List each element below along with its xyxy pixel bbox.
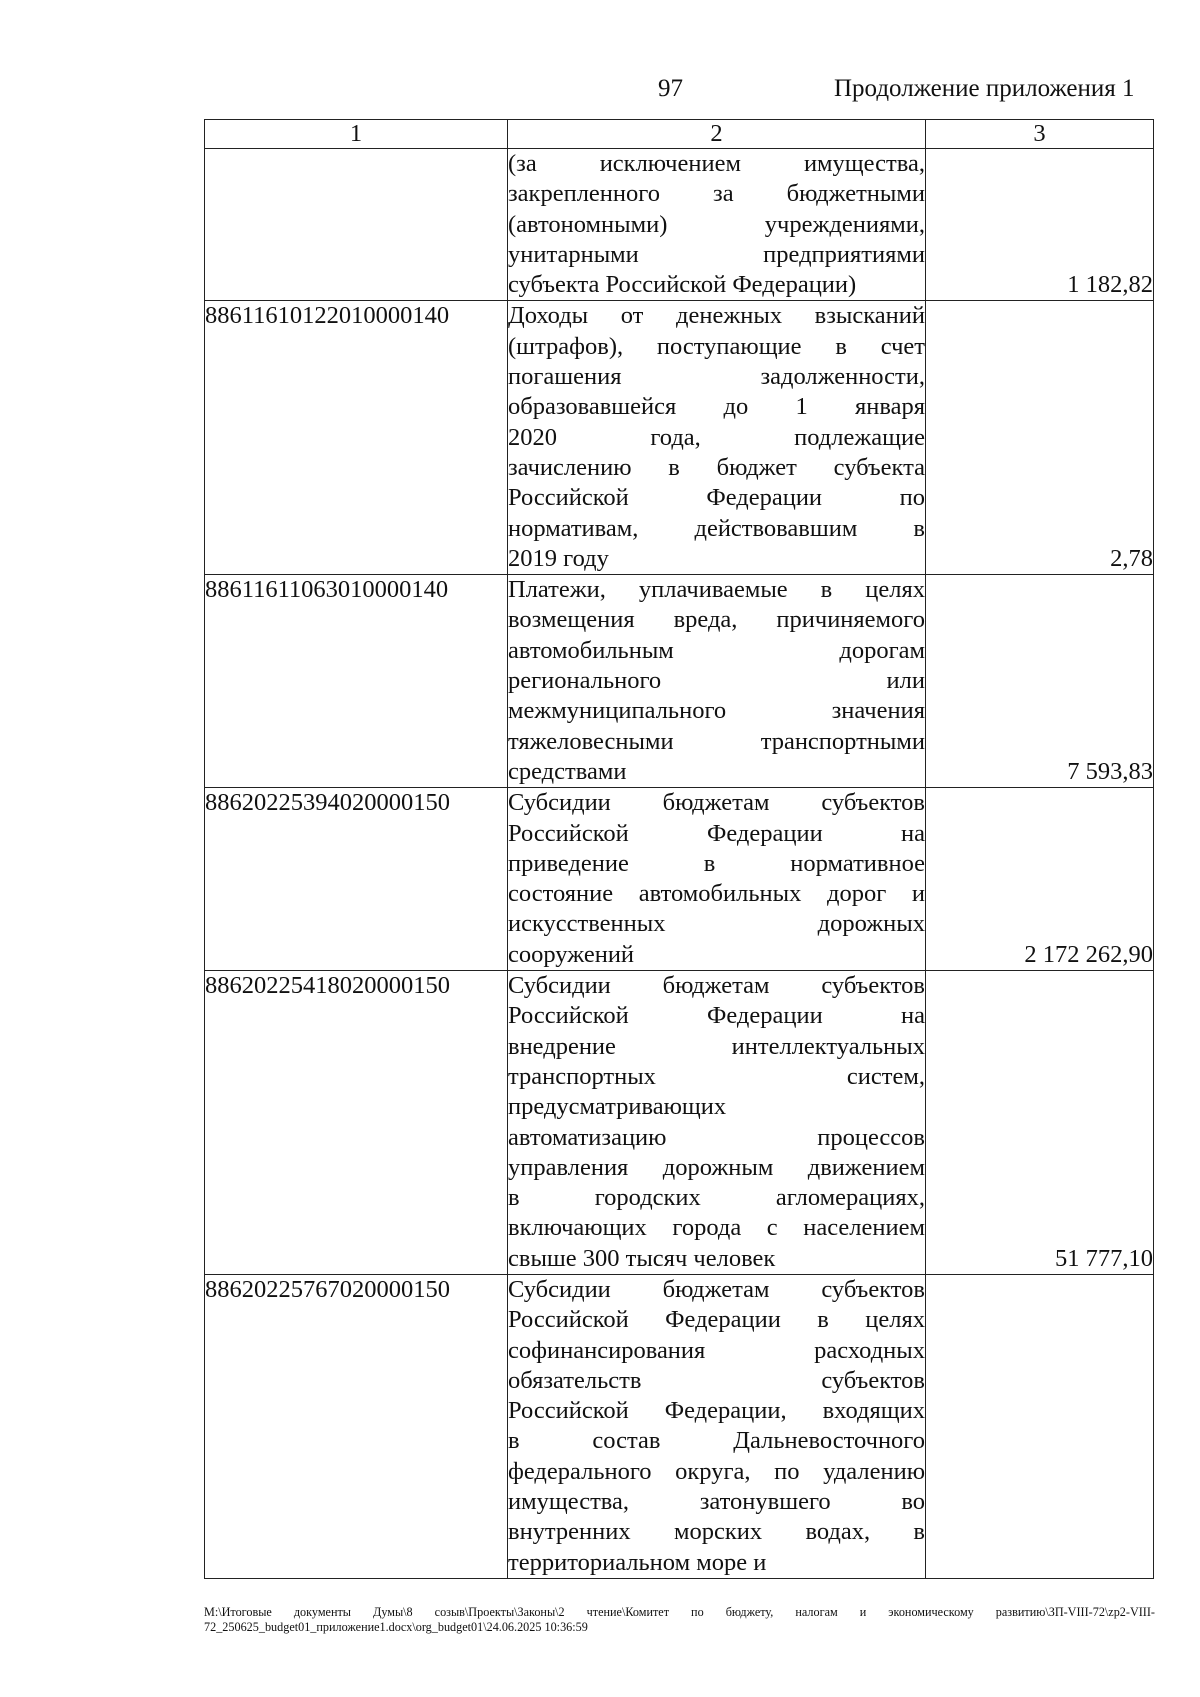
budget-code-cell: 88620225394020000150: [205, 788, 508, 971]
column-header-description: 2: [508, 120, 926, 149]
description-line: 2019 году: [508, 544, 609, 572]
description-line: Российской Федерации на: [508, 1002, 925, 1030]
description-line: Субсидии бюджетам субъектов: [508, 789, 925, 817]
description-line: Субсидии бюджетам субъектов: [508, 1275, 925, 1303]
table-row: [205, 971, 1154, 1275]
description-line: Субсидии бюджетам субъектов: [508, 972, 925, 1000]
description-line: сооружений: [508, 940, 635, 968]
description-line: образовавшейся до 1 января: [508, 393, 925, 421]
table-header-row: [205, 120, 1154, 149]
table-row: [205, 788, 1154, 971]
table-body: [205, 149, 1154, 1579]
description-line: нормативам, действовавшим в: [508, 514, 925, 542]
description-line: автоматизацию процессов: [508, 1123, 925, 1151]
amount-cell: 2 172 262,90: [926, 788, 1154, 971]
description-line: унитарными предприятиями: [508, 240, 925, 268]
budget-code-cell: 88620225767020000150: [205, 1274, 508, 1578]
description-line: Доходы от денежных взысканий: [508, 302, 925, 330]
description-line: внедрение интеллектуальных: [508, 1032, 925, 1060]
description-line: искусственных дорожных: [508, 910, 925, 938]
description-cell: [508, 788, 926, 971]
description-line: Платежи, уплачиваемые в целях: [508, 576, 925, 604]
description-line: обязательств субъектов: [508, 1366, 925, 1394]
description-line: погашения задолженности,: [508, 363, 925, 391]
table-row: [205, 301, 1154, 575]
description-line: (за исключением имущества,: [508, 150, 925, 177]
table-row: [205, 149, 1154, 301]
description-line: автомобильным дорогам: [508, 636, 925, 664]
file-path-footer: [204, 1605, 1155, 1635]
description-line: Российской Федерации в целях: [508, 1306, 925, 1334]
description-line: зачислению в бюджет субъекта: [508, 453, 925, 481]
column-header-code: 1: [205, 120, 508, 149]
description-line: Российской Федерации на: [508, 819, 925, 847]
budget-table: [204, 119, 1154, 1579]
description-line: внутренних морских водах, в: [508, 1518, 925, 1546]
description-line: софинансирования расходных: [508, 1336, 925, 1364]
description-line: закрепленного за бюджетными: [508, 180, 925, 208]
footer-line-2: 72_250625_budget01_приложение1.docx\org_budget01\24.06.2025 10:36:59: [204, 1620, 588, 1634]
budget-code-cell: 88611611063010000140: [205, 575, 508, 788]
amount-cell: 2,78: [926, 301, 1154, 575]
description-cell: [508, 575, 926, 788]
footer-line-1: М:\Итоговые документы Думы\8 созыв\Проекты\Законы\2 чтение\Комитет по бюджету, налогам и экономическому развитию\ЗП-VIII-72\zp2-VIII-: [204, 1605, 1155, 1619]
budget-code-cell: [205, 149, 508, 301]
description-line: регионального или: [508, 667, 925, 695]
amount-cell: 1 182,82: [926, 149, 1154, 301]
description-line: приведение в нормативное: [508, 849, 925, 877]
description-line: 2020 года, подлежащие: [508, 423, 925, 451]
description-line: управления дорожным движением: [508, 1153, 925, 1181]
description-line: предусматривающих: [508, 1093, 727, 1121]
description-cell: [508, 1274, 926, 1578]
description-line: имущества, затонувшего во: [508, 1488, 925, 1516]
description-line: в состав Дальневосточного: [508, 1427, 925, 1455]
description-line: Российской Федерации, входящих: [508, 1397, 925, 1425]
budget-code-cell: 88620225418020000150: [205, 971, 508, 1275]
table-row: [205, 1274, 1154, 1578]
description-line: федерального округа, по удалению: [508, 1457, 925, 1485]
budget-code-cell: 88611610122010000140: [205, 301, 508, 575]
table-row: [205, 575, 1154, 788]
description-line: тяжеловесными транспортными: [508, 727, 925, 755]
column-header-amount: 3: [926, 120, 1154, 149]
description-line: состояние автомобильных дорог и: [508, 880, 925, 908]
description-cell: [508, 149, 926, 301]
description-line: включающих города с населением: [508, 1214, 925, 1242]
amount-cell: 7 593,83: [926, 575, 1154, 788]
description-line: свыше 300 тысяч человек: [508, 1244, 776, 1272]
description-line: межмуниципального значения: [508, 697, 925, 725]
amount-cell: [926, 1274, 1154, 1578]
continuation-label: Продолжение приложения 1: [834, 75, 1135, 102]
description-line: в городских агломерациях,: [508, 1184, 925, 1212]
description-cell: [508, 301, 926, 575]
description-line: (автономными) учреждениями,: [508, 210, 925, 238]
description-line: средствами: [508, 757, 627, 785]
description-line: Российской Федерации по: [508, 484, 925, 512]
description-cell: [508, 971, 926, 1275]
page-number: 97: [658, 75, 683, 102]
amount-cell: 51 777,10: [926, 971, 1154, 1275]
description-line: (штрафов), поступающие в счет: [508, 332, 925, 360]
description-line: территориальном море и: [508, 1548, 767, 1576]
description-line: транспортных систем,: [508, 1062, 925, 1090]
description-line: возмещения вреда, причиняемого: [508, 606, 925, 634]
description-line: субъекта Российской Федерации): [508, 271, 857, 299]
